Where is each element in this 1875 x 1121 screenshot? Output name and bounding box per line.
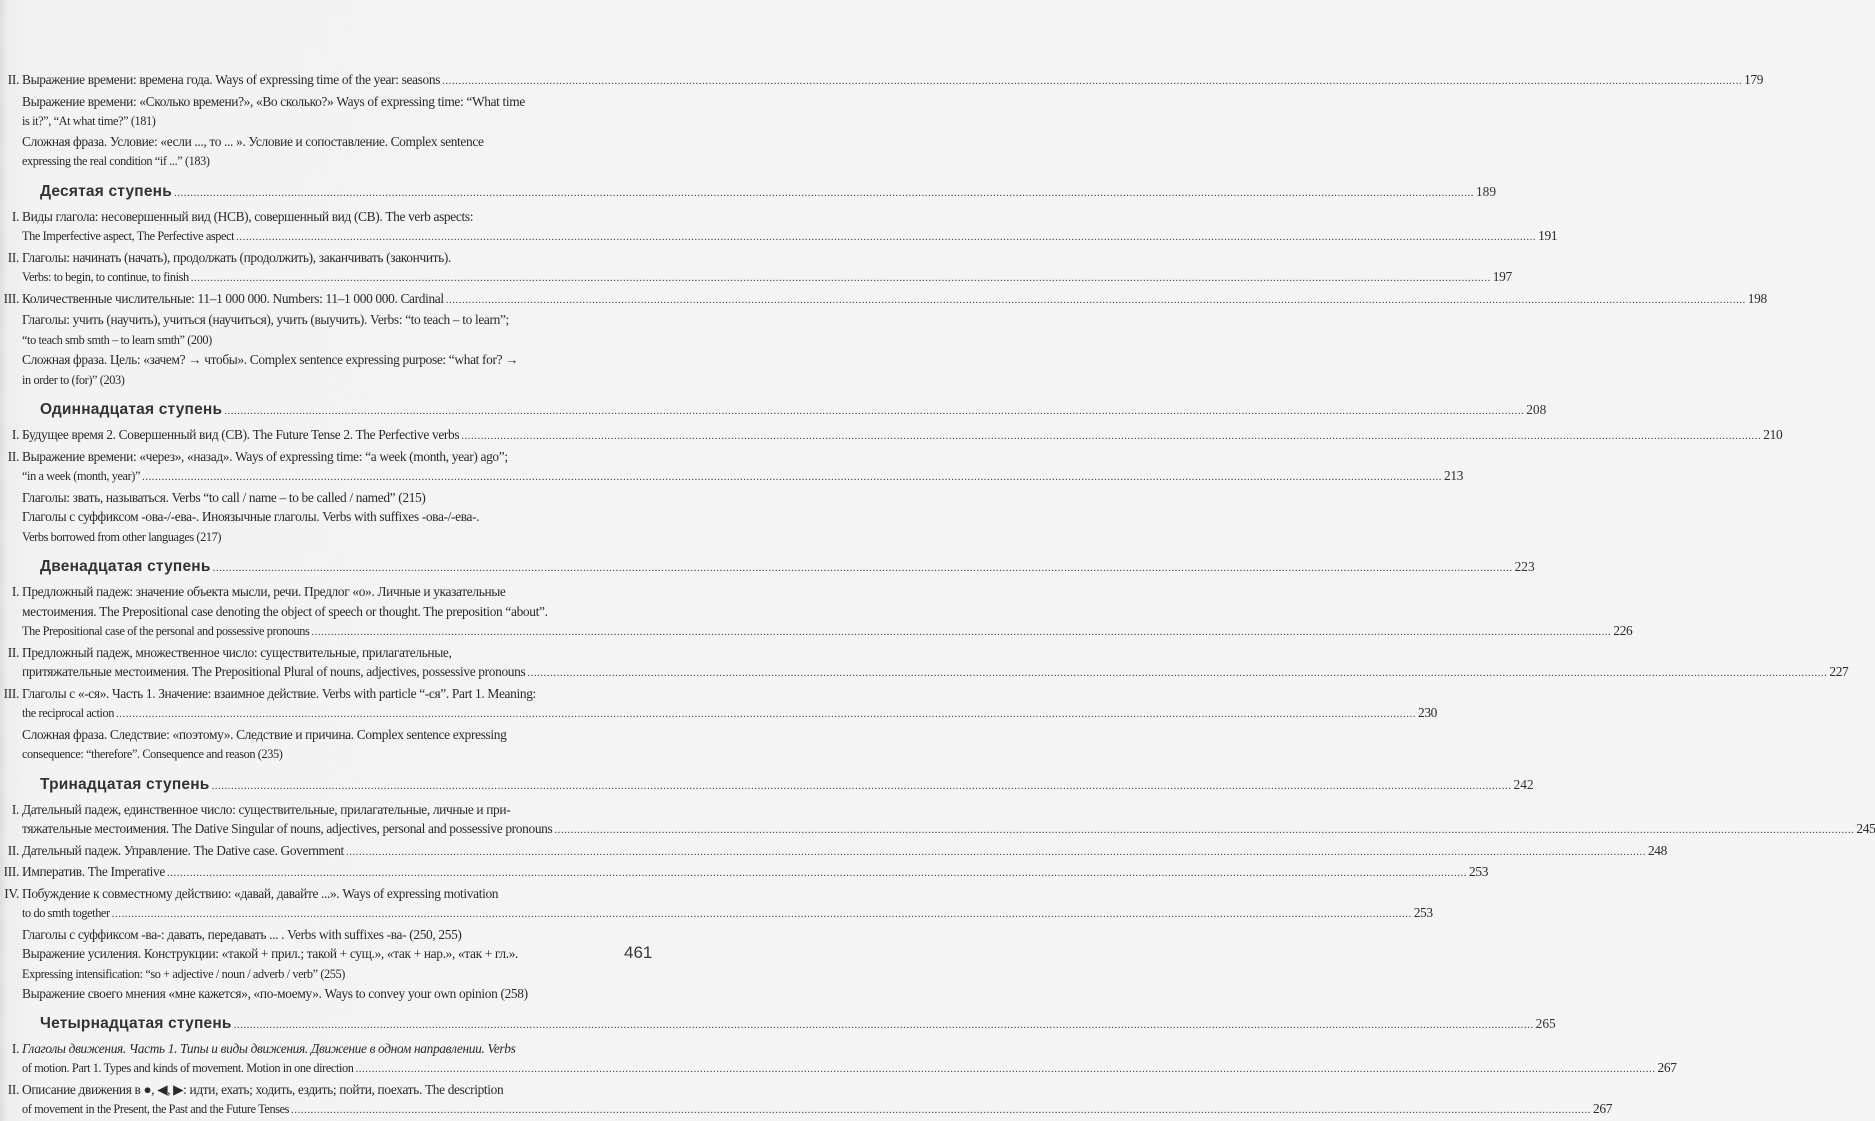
entry-text [0,802,510,817]
entry-page: 191 [1538,228,1558,243]
entry-page: 179 [1744,72,1764,87]
entry-text [22,1101,289,1116]
chapter-page: 223 [1514,559,1535,574]
toc-entry [0,841,1667,863]
entry-text [22,134,484,149]
entry-line-text: Выражение времени: времена года. Ways of expressing time of the year: seasons [22,72,441,87]
toc-entry [0,582,1633,643]
entry-line [0,903,1433,925]
toc-entry [0,447,1464,488]
entry-text [22,228,234,243]
roman-numeral: II. [7,644,19,660]
entry-line-text: the reciprocal action [22,706,114,720]
entry-text [0,1082,503,1097]
dot-leader [213,557,1513,579]
entry-page: 226 [1613,623,1633,638]
chapter-heading [0,1013,1556,1036]
entry-line [0,310,640,330]
toc-entry [0,944,640,984]
toc-entry [0,507,640,547]
entry-text [0,864,165,879]
toc-entry [0,800,1875,841]
dot-leader [442,75,1742,87]
entry-text [22,352,518,367]
entry-line [0,662,1849,684]
toc-entry [0,488,640,508]
entry-line-text: Выражение времени: «Сколько времени?», «Во сколько?» Ways of expressing time: “What time [22,93,525,109]
entry-line [0,111,640,132]
entry-line [0,527,640,548]
chapter-page: 189 [1475,183,1497,199]
chapter-title: Двенадцатая ступень [40,558,211,575]
entry-line [0,370,640,391]
dot-leader [291,1104,1591,1116]
entry-line-text: Глаголы: начинать (начать), продолжать (продолжить), заканчивать (закончить). [22,249,452,265]
toc-entry [0,925,640,945]
entry-line [0,984,640,1004]
entry-text [22,966,345,981]
entry-line-text: Глаголы с «-ся». Часть 1. Значение: взаимное действие. Verbs with particle “-ся”. Part 1. Meaning: [22,685,536,701]
entry-text [22,705,114,720]
entry-line-text: Глаголы: звать, называться. Verbs “to call / name – to be called / named” (215) [22,489,426,505]
entry-text [0,584,506,599]
entry-text [0,291,444,306]
dot-leader [234,1014,1534,1036]
entry-line [0,447,640,467]
entry-text [22,372,124,387]
dot-leader [236,231,1536,243]
entry-line [0,1039,640,1059]
entry-text [22,946,518,961]
toc-entry [0,207,1558,248]
entry-page: 253 [1469,864,1489,879]
entry-text [22,269,189,284]
entry-text [22,94,525,109]
entry-line [0,884,640,904]
entry-line [0,582,640,602]
entry-line-text: Выражение усиления. Конструкции: «такой + прил.; такой + сущ.», «так + нар.», «так + гл.». [22,946,519,961]
entry-line [0,964,640,985]
entry-text [22,529,221,544]
entry-text [22,821,552,836]
toc-entry [0,425,1783,447]
entry-line-text: Verbs borrowed from other languages (217) [22,529,222,544]
entry-text [22,312,509,327]
entry-line-text: Глаголы с суффиксом -ова-/-ева-. Иноязычные глаголы. Verbs with suffixes -ова-/-ева-. [22,509,480,524]
entry-page: 267 [1593,1101,1613,1116]
roman-numeral: I. [11,1040,19,1056]
entry-text [22,509,479,524]
toc-entry [0,643,1849,684]
entry-line-text: The Imperfective aspect, The Perfective aspect [22,229,235,243]
toc-entry [0,862,1489,884]
entry-line-text: Сложная фраза. Условие: «если ..., то ... ». Условие и сопоставление. Complex sentence [22,133,484,149]
entry-line [0,744,640,765]
toc-entry [0,1039,1677,1080]
entry-line-text: expressing the real condition “if ...” (183) [22,154,210,168]
toc-entry [0,350,640,390]
entry-page: 198 [1747,290,1767,306]
entry-text [22,927,462,942]
entry-page: 248 [1647,842,1667,858]
entry-text [22,727,506,742]
chapter-page: 208 [1526,402,1547,417]
entry-line-text: Expressing intensification: “so + adjective / noun / adverb / verb” (255) [22,966,345,981]
entry-line-text: Виды глагола: несовершенный вид (НСВ), совершенный вид (СВ). The verb aspects: [22,208,474,224]
entry-page: 197 [1492,269,1512,284]
entry-line-text: Сложная фраза. Цель: «зачем? → чтобы». Complex sentence expressing purpose: “what for? → [22,352,519,367]
entry-page: 267 [1657,1060,1677,1075]
entry-line-text: Глаголы с суффиксом -ва-: давать, передавать ... . Verbs with suffixes -ва- (250, 255) [22,926,462,942]
entry-line-text: consequence: “therefore”. Consequence and reason (235) [22,747,283,761]
dot-leader [142,471,1442,483]
entry-text [22,986,528,1001]
entry-line [0,684,640,704]
toc-entry [0,132,640,172]
entry-text [0,449,508,464]
chapter-title: Четырнадцатая ступень [40,1014,232,1032]
roman-numeral: II. [7,448,19,464]
entry-line [0,800,640,820]
entry-page: 253 [1413,905,1433,920]
page-number: 461 [624,943,653,962]
entry-text [22,604,548,619]
roman-numeral: III. [3,864,19,879]
toc-entry [0,725,640,765]
entry-line [0,92,640,112]
roman-numeral: IV. [4,885,19,901]
entry-text [22,468,140,483]
dot-leader [167,867,1467,879]
entry-text [0,427,459,442]
table-of-contents [0,70,1875,1121]
toc-entry [0,70,1764,92]
entry-line-text: “in a week (month, year)” [22,469,141,483]
dot-leader [112,908,1412,920]
entry-line [0,602,640,622]
entry-line-text: “to teach smb smth – to learn smth” (200) [22,332,212,347]
entry-line [0,466,1464,488]
dot-leader [554,824,1854,836]
entry-text [22,332,212,347]
dot-leader [446,294,1746,306]
entry-line [0,725,640,745]
entry-line-text: in order to (for)” (203) [22,372,125,387]
entry-line-text: Глаголы движения. Часть 1. Типы и виды движения. Движение в одном направлении. Verbs [22,1040,516,1056]
entry-text [22,490,426,505]
toc-entry [0,1080,1613,1121]
entry-text [22,1060,354,1075]
dot-leader [311,626,1611,638]
entry-line-text: Выражение времени: «через», «назад». Ways of expressing time: “a week (month, year) ago”; [22,448,508,464]
entry-line-text: is it?”, “At what time?” (181) [22,114,156,128]
entry-text [22,153,210,168]
toc-entry [0,684,1438,725]
dot-leader [527,667,1827,679]
entry-line [0,1058,1677,1080]
entry-line [0,841,1667,863]
roman-numeral: I. [11,208,19,224]
entry-line [0,507,640,527]
entry-page: 213 [1444,468,1464,483]
entry-line [0,703,1438,725]
entry-text [0,686,536,701]
entry-line-text: of movement in the Present, the Past and the Future Tenses [22,1102,290,1116]
entry-text [0,250,451,265]
entry-line-text: Императив. The Imperative [22,864,165,879]
roman-numeral: II. [7,1081,19,1097]
entry-line [0,289,1767,311]
roman-numeral: II. [7,842,19,858]
chapter-heading [0,399,1547,422]
dot-leader [356,1063,1656,1075]
toc-entry [0,984,640,1004]
entry-line [0,267,1512,289]
chapter-page: 265 [1535,1015,1556,1031]
chapter-title: Одиннадцатая ступень [40,401,223,418]
entry-line [0,621,1633,643]
entry-page: 245 [1856,821,1875,836]
entry-line-text: Описание движения в ●, ◀, ▶: идти, ехать; ходить, ездить; пойти, поехать. The description [22,1081,504,1097]
entry-line [0,425,1783,447]
roman-numeral: III. [3,685,19,701]
entry-line-text: of motion. Part 1. Types and kinds of movement. Motion in one direction [22,1061,354,1075]
roman-numeral: I. [11,584,19,599]
entry-line [0,643,640,663]
entry-line [0,350,640,370]
entry-text [0,886,498,901]
roman-numeral: II. [7,249,19,265]
entry-line [0,819,1875,841]
entry-line-text: Будущее время 2. Совершенный вид (СВ). The Future Tense 2. The Perfective verbs [22,427,460,442]
entry-line-text: The Prepositional case of the personal and possessive pronouns [22,624,310,638]
entry-line [0,207,640,227]
entry-text [0,209,473,224]
entry-line-text: Предложный падеж, множественное число: существительные, прилагательные, [22,644,452,660]
entry-text [0,645,452,660]
entry-text [22,623,309,638]
dot-leader [461,430,1761,442]
roman-numeral: I. [11,801,19,817]
dot-leader [346,846,1646,858]
entry-line [0,226,1558,248]
dot-leader [174,182,1474,204]
entry-line [0,151,640,172]
entry-line [0,70,1764,92]
entry-line [0,1099,1613,1121]
entry-line-text: притяжательные местоимения. The Prepositional Plural of nouns, adjectives, possessive pronouns [22,664,526,679]
dot-leader [212,775,1512,797]
entry-line-text: местоимения. The Prepositional case denoting the object of speech or thought. The preposition “about”. [22,603,548,619]
entry-text [0,843,344,858]
toc-entry [0,310,640,350]
entry-line-text: Глаголы: учить (научить), учиться (научиться), учить (выучить). Verbs: “to teach – to learn”; [22,312,509,327]
entry-line-text: Дательный падеж, единственное число: существительные, прилагательные, личные и при- [22,801,511,817]
entry-text [22,664,525,679]
toc-entry [0,248,1512,289]
entry-line [0,488,640,508]
dot-leader [191,272,1491,284]
entry-text [22,905,110,920]
entry-line [0,925,640,945]
entry-line [0,944,640,964]
entry-line-text: to do smth together [22,906,110,920]
toc-entry [0,289,1767,311]
entry-line [0,862,1489,884]
entry-line-text: Дательный падеж. Управление. The Dative case. Government [22,842,344,858]
entry-line [0,330,640,351]
roman-numeral: III. [3,290,19,306]
entry-line-text: Побуждение к совместному действию: «давай, давайте ...». Ways of expressing motivation [22,885,499,901]
chapter-title: Десятая ступень [40,182,172,200]
entry-line-text: Количественные числительные: 11–1 000 000. Numbers: 11–1 000 000. Cardinal [22,290,444,306]
entry-line-text: Выражение своего мнения «мне кажется», «по-моему». Ways to convey your own opinion (258) [22,986,528,1001]
entry-line [0,1080,640,1100]
toc-entry [0,884,1433,925]
chapter-heading [0,556,1535,579]
entry-line [0,248,640,268]
entry-page: 227 [1829,664,1849,679]
entry-text [22,746,282,761]
chapter-heading [0,181,1497,204]
dot-leader [224,400,1524,422]
dot-leader [116,708,1416,720]
entry-text [22,113,155,128]
entry-line-text: тяжательные местоимения. The Dative Singular of nouns, adjectives, personal and possessive pronouns [22,821,553,836]
roman-numeral: II. [7,72,19,87]
entry-line [0,132,640,152]
chapter-title: Тринадцатая ступень [40,775,210,793]
chapter-page: 242 [1513,776,1534,792]
chapter-heading [0,774,1534,797]
entry-line-text: Verbs: to begin, to continue, to finish [22,270,189,284]
entry-line-text: Предложный падеж: значение объекта мысли, речи. Предлог «о». Личные и указательные [22,584,506,599]
entry-page: 210 [1763,427,1783,442]
roman-numeral: I. [11,427,19,442]
entry-text [0,72,440,87]
entry-page: 230 [1417,705,1438,720]
entry-text [0,1041,516,1056]
toc-entry [0,92,640,132]
entry-line-text: Сложная фраза. Следствие: «поэтому». Следствие и причина. Complex sentence expressing [22,726,507,742]
